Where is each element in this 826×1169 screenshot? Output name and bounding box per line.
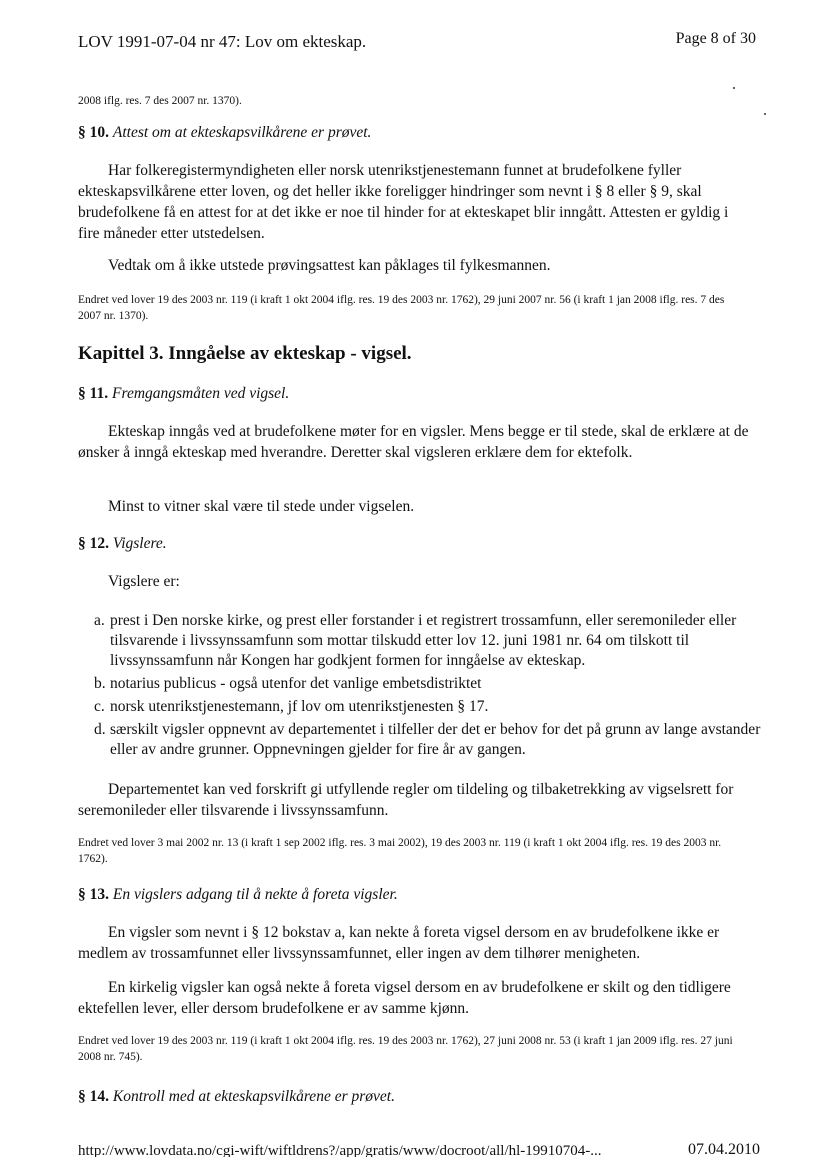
- paragraph: Departementet kan ved forskrift gi utfyllende regler om tildeling og tilbaketrekking av vigselsrett for seremonileder eller tilsvarende i livssynssamfunn.: [78, 781, 734, 819]
- amendment-note: Endret ved lover 3 mai 2002 nr. 13 (i kraft 1 sep 2002 iflg. res. 3 mai 2002), 19 des 2003 nr. 119 (i kraft 1 okt 2004 iflg. res. 19 des 2003 nr. 1762).: [78, 837, 722, 865]
- amendment-note: Endret ved lover 19 des 2003 nr. 119 (i kraft 1 okt 2004 iflg. res. 19 des 2003 nr. 1762), 27 juni 2008 nr. 53 (i kraft 1 jan 2009 iflg. res. 27 juni 2008 nr. 745).: [78, 1035, 733, 1063]
- list-item-text: notarius publicus - også utenfor det vanlige embetsdistriktet: [110, 675, 482, 692]
- scan-speck: [764, 113, 766, 115]
- chapter-heading: Kapittel 3. Inngåelse av ekteskap - vigsel.: [78, 343, 412, 364]
- section-number: § 11.: [78, 385, 109, 402]
- list-item-label: d.: [94, 721, 106, 738]
- page-header-title: LOV 1991-07-04 nr 47: Lov om ekteskap.: [78, 32, 367, 51]
- section-number: § 10.: [78, 124, 109, 141]
- list-item-label: c.: [94, 698, 105, 715]
- list-item-label: b.: [94, 675, 106, 692]
- section-title: Attest om at ekteskapsvilkårene er prøvet.: [112, 124, 372, 141]
- paragraph: Har folkeregistermyndigheten eller norsk utenrikstjenestemann funnet at brudefolkene fyller ekteskapsvilkårene etter loven, og det heller ikke foreligger hindringer som nevnt i § 8 eller § 9, skal brudefolkene få en attest for at det ikke er noe til hinder for at ekteskapet blir inngått. Attesten er gyldig i fire måneder etter utstedelsen.: [78, 162, 729, 242]
- print-date: 07.04.2010: [688, 1141, 760, 1158]
- section-title: Vigslere.: [112, 535, 167, 552]
- paragraph: Minst to vitner skal være til stede under vigselen.: [108, 498, 415, 515]
- list-intro: Vigslere er:: [108, 573, 180, 590]
- section-heading-13: [78, 886, 398, 904]
- section-number: § 13.: [78, 886, 109, 903]
- paragraph: En kirkelig vigsler kan også nekte å foreta vigsel dersom en av brudefolkene er skilt og den tidligere ektefellen lever, eller dersom brudefolkene er av samme kjønn.: [78, 979, 731, 1017]
- section-heading-14: [78, 1088, 395, 1106]
- paragraph: Vedtak om å ikke utstede prøvingsattest kan påklages til fylkesmannen.: [108, 257, 551, 274]
- list-item-text: særskilt vigsler oppnevnt av departementet i tilfeller der det er behov for det på grunn av lange avstander eller av andre grunner. Oppnevningen gjelder for fire år av gangen.: [110, 721, 761, 758]
- scan-speck: [733, 87, 735, 89]
- list-item-text: prest i Den norske kirke, og prest eller forstander i et registrert trossamfunn, eller seremonileder eller tilsvarende i livssynssamfunn som mottar tilskudd etter lov 12. juni 1981 nr. 64 om tilskott til livssynssamfunn når Kongen har godkjent formen for inngåelse av ekteskap.: [110, 612, 737, 669]
- paragraph: Ekteskap inngås ved at brudefolkene møter for en vigsler. Mens begge er til stede, skal de erklære at de ønsker å inngå ekteskap med hverandre. Deretter skal vigsleren erklære dem for ektefolk.: [78, 423, 749, 461]
- page-number: Page 8 of 30: [675, 30, 756, 47]
- source-url: http://www.lovdata.no/cgi-wift/wiftldrens?/app/gratis/www/docroot/all/hl-19910704-...: [78, 1143, 602, 1157]
- section-heading-10: [78, 124, 371, 142]
- amendment-note: 2008 iflg. res. 7 des 2007 nr. 1370).: [78, 95, 242, 107]
- section-title: En vigslers adgang til å nekte å foreta vigsler.: [112, 886, 398, 903]
- amendment-note: Endret ved lover 19 des 2003 nr. 119 (i kraft 1 okt 2004 iflg. res. 19 des 2003 nr. 1762), 29 juni 2007 nr. 56 (i kraft 1 jan 2008 iflg. res. 7 des 2007 nr. 1370).: [78, 294, 725, 322]
- section-number: § 12.: [78, 535, 109, 552]
- section-heading-12: [78, 535, 167, 553]
- list-item-label: a.: [94, 612, 105, 629]
- section-number: § 14.: [78, 1088, 109, 1105]
- section-title: Fremgangsmåten ved vigsel.: [112, 385, 290, 402]
- list-item-text: norsk utenrikstjenestemann, jf lov om utenrikstjenesten § 17.: [110, 698, 489, 715]
- section-title: Kontroll med at ekteskapsvilkårene er prøvet.: [112, 1088, 395, 1105]
- section-heading-11: [78, 385, 289, 403]
- paragraph: En vigsler som nevnt i § 12 bokstav a, kan nekte å foreta vigsel dersom en av brudefolkene ikke er medlem av trossamfunnet eller livssynssamfunnet, eller ingen av dem tilhører menigheten.: [78, 924, 720, 962]
